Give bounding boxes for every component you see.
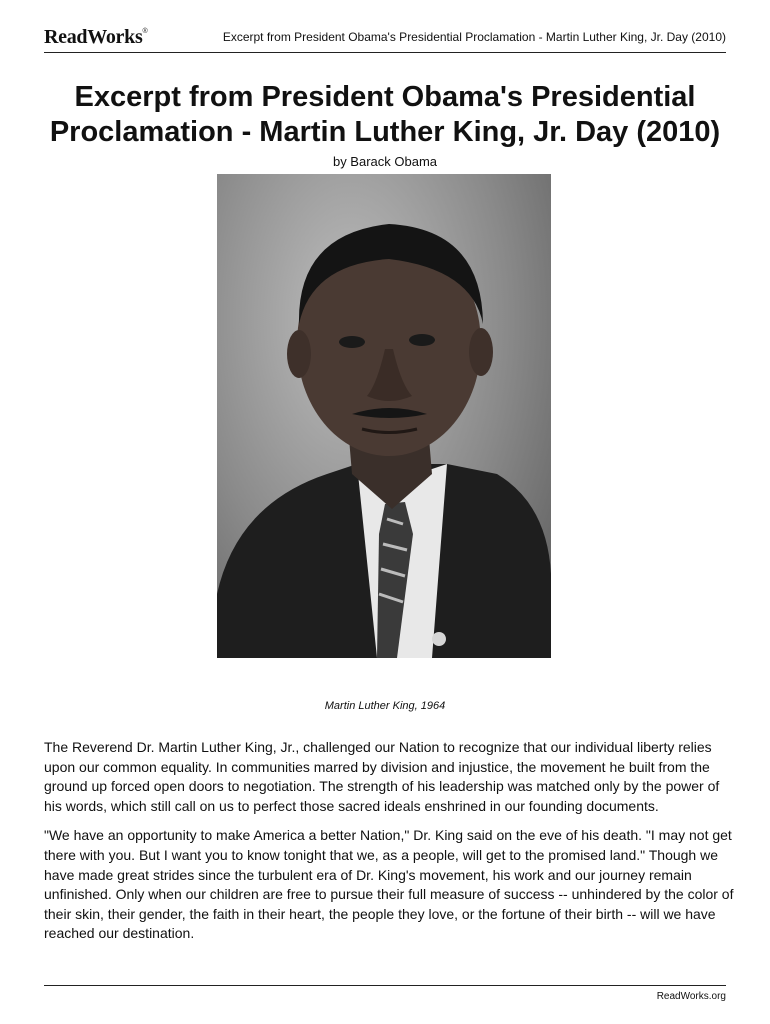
photo-caption: Martin Luther King, 1964: [324, 700, 446, 712]
portrait-illustration: [217, 174, 551, 658]
article-byline: by Barack Obama: [332, 154, 438, 169]
footer-site: ReadWorks.org: [656, 991, 726, 1002]
portrait-photo: [217, 174, 551, 658]
article-title: Excerpt from President Obama's Presidential Proclamation - Martin Luther King, Jr. Day (2010): [49, 81, 721, 148]
article-body: [44, 738, 734, 954]
paragraph: The Reverend Dr. Martin Luther King, Jr., challenged our Nation to recognize that our individual liberty relies upon our common equality. In communities marred by division and injustice, the movement he built from the ground up forced open doors to negotiation. The strength of his leadership was matched only by the power of his words, which still call on us to perfect those sacred ideals enshrined in our founding documents.: [44, 739, 720, 814]
page-header: [44, 22, 726, 53]
page-footer: [44, 985, 726, 1002]
header-title: Excerpt from President Obama's Presidential Proclamation - Martin Luther King, Jr. Day (2010): [222, 30, 726, 44]
paragraph: "We have an opportunity to make America a better Nation," Dr. King said on the eve of his death. "I may not get there with you. But I want you to know tonight that we, as a people, will get to the promised land." Though we have made great strides since the turbulent era of Dr. King's movement, his work and our journey remain unfinished. Only when our children are free to pursue their full measure of success -- unhindered by the color of their skin, their gender, the faith in their heart, the people they love, or the fortune of their birth -- will we have reached our destination.: [44, 827, 734, 942]
readworks-logo: ReadWorks®: [44, 26, 148, 48]
